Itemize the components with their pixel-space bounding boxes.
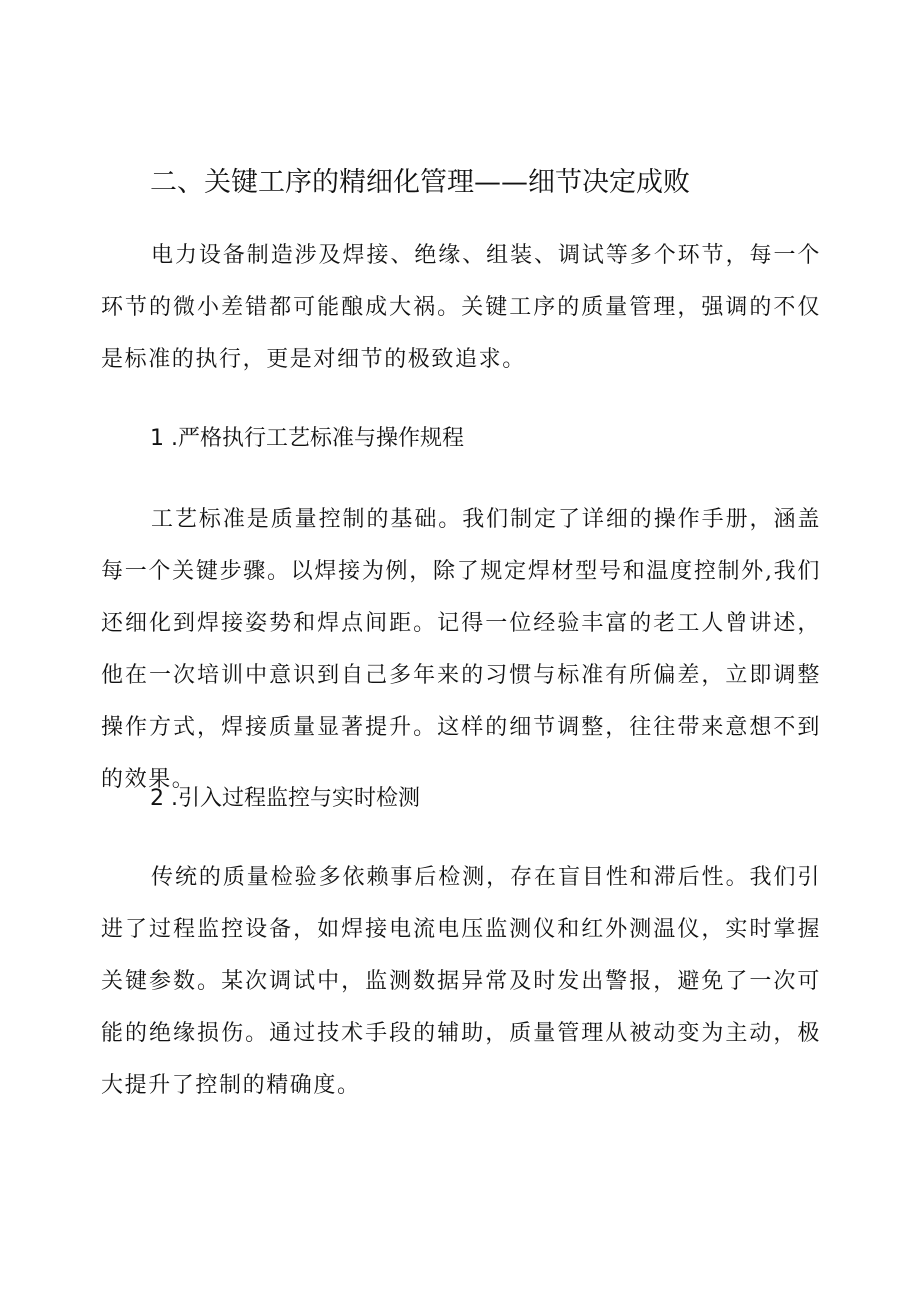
section-heading: 二、关键工序的精细化管理——细节决定成败	[150, 167, 690, 198]
intro-paragraph: 电力设备制造涉及焊接、绝缘、组装、调试等多个环节，每一个环节的微小差错都可能酿成大祸。关键工序的质量管理，强调的不仅是标准的执行，更是对细节的极致追求。	[101, 243, 821, 372]
subsection-title-2: 2 .引入过程监控与实时检测	[150, 786, 420, 811]
subsection-paragraph-2: 传统的质量检验多依赖事后检测，存在盲目性和滞后性。我们引进了过程监控设备，如焊接电流电压监测仪和红外测温仪，实时掌握关键参数。某次调试中，监测数据异常及时发出警报，避免了一次可能的绝缘损伤。通过技术手段的辅助，质量管理从被动变为主动，极大提升了控制的精确度。	[101, 865, 821, 1098]
subsection-paragraph-1: 工艺标准是质量控制的基础。我们制定了详细的操作手册，涵盖每一个关键步骤。以焊接为例，除了规定焊材型号和温度控制外,我们还细化到焊接姿势和焊点间距。记得一位经验丰富的老工人曾讲述，他在一次培训中意识到自己多年来的习惯与标准有所偏差，立即调整操作方式，焊接质量显著提升。这样的细节调整，往往带来意想不到的效果。	[101, 507, 821, 792]
subsection-title-1: 1 .严格执行工艺标准与操作规程	[150, 426, 464, 451]
